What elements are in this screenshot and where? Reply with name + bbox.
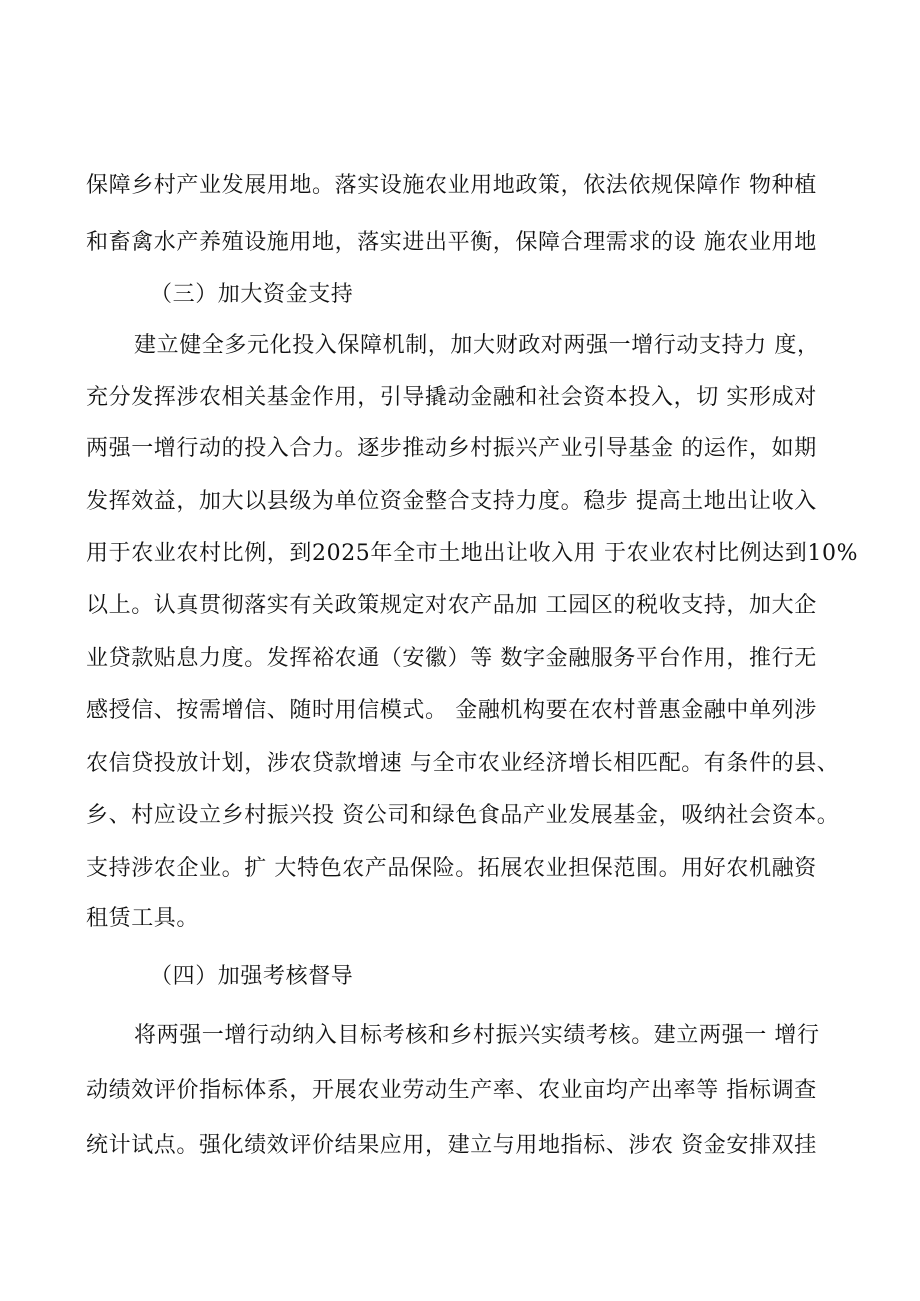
body-text-line: 以上。认真贯彻落实有关政策规定对农产品加 工园区的税收支持，加大企 (86, 593, 817, 618)
body-text-line: 农信贷投放计划，涉农贷款增速 与全市农业经济增长相匹配。有条件的县、 (86, 751, 840, 776)
body-text-line: 用于农业农村比例，到2025年全市土地出让收入用 于农业农村比例达到10% (86, 541, 859, 566)
section-heading: （四）加强考核督导 (150, 964, 354, 989)
body-text-line: 和畜禽水产养殖设施用地，落实进出平衡，保障合理需求的设 施农业用地 (86, 230, 817, 255)
body-text-line: 业贷款贴息力度。发挥裕农通（安徽）等 数字金融服务平台作用，推行无 (86, 646, 817, 671)
body-text-line: 感授信、按需增信、随时用信模式。 金融机构要在农村普惠金融中单列涉 (86, 698, 817, 723)
section-heading: （三）加大资金支持 (150, 282, 354, 307)
body-text-line: 租赁工具。 (86, 906, 200, 931)
body-text-line: 支持涉农企业。扩 大特色农产品保险。拓展农业担保范围。用好农机融资 (86, 856, 817, 881)
body-text-line: 两强一增行动的投入合力。逐步推动乡村振兴产业引导基金 的运作，如期 (86, 436, 817, 461)
body-text-line: 乡、村应设立乡村振兴投 资公司和绿色食品产业发展基金，吸纳社会资本。 (86, 803, 840, 828)
paragraph-first-line: 将两强一增行动纳入目标考核和乡村振兴实绩考核。建立两强一 增行 (134, 1023, 820, 1048)
body-text-line: 保障乡村产业发展用地。落实设施农业用地政策，依法依规保障作 物种植 (86, 173, 817, 198)
body-text-line: 充分发挥涉农相关基金作用，引导撬动金融和社会资本投入，切 实形成对 (86, 385, 817, 410)
body-text-line: 统计试点。强化绩效评价结果应用，建立与用地指标、涉农 资金安排双挂 (86, 1133, 817, 1158)
paragraph-first-line: 建立健全多元化投入保障机制，加大财政对两强一增行动支持力 度， (134, 333, 820, 358)
body-text-line: 动绩效评价指标体系，开展农业劳动生产率、农业亩均产出率等 指标调查 (86, 1078, 817, 1103)
body-text-line: 发挥效益，加大以县级为单位资金整合支持力度。稳步 提高土地出让收入 (86, 489, 817, 514)
